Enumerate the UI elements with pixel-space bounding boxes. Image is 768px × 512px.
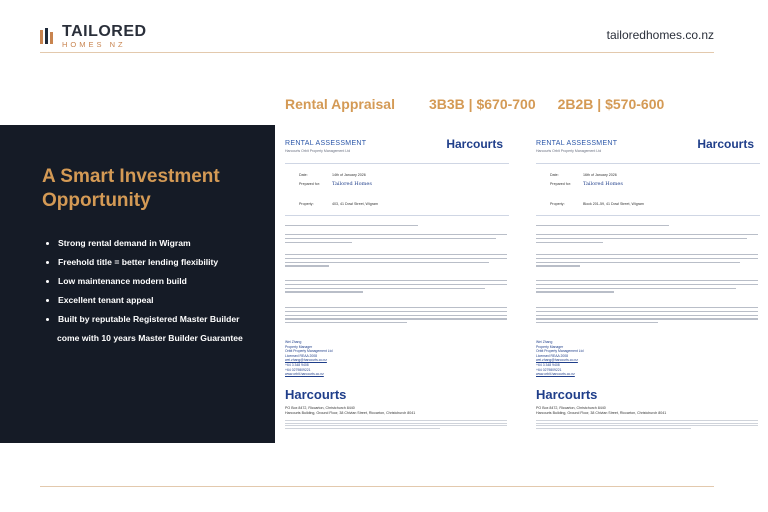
fine-print xyxy=(536,420,758,431)
contact-mobile: +64 0279809221 xyxy=(285,367,311,372)
doc-divider xyxy=(285,163,509,164)
bottom-divider xyxy=(40,486,714,487)
rental-appraisal-title: Rental Appraisal xyxy=(285,96,395,112)
appraisal-option-3b3b: 3B3B | $670-700 xyxy=(428,96,536,112)
date-value: 14th of January 2026 xyxy=(332,173,366,177)
investment-panel xyxy=(0,125,275,443)
body-text-block xyxy=(536,225,758,229)
bullet-icon xyxy=(46,261,49,264)
contact-website[interactable]: www.orbit.harcourts.co.nz xyxy=(285,372,324,377)
feature-item: Built by reputable Registered Master Builder xyxy=(46,314,243,333)
feature-item: Excellent tenant appeal xyxy=(46,295,243,314)
body-text-block xyxy=(285,254,507,269)
rental-appraisal-row xyxy=(285,96,664,112)
harcourts-footer-logo: Harcourts xyxy=(536,387,598,402)
body-text-block xyxy=(536,254,758,269)
bullet-icon xyxy=(46,299,49,302)
feature-item-continuation: come with 10 years Master Builder Guarantee xyxy=(57,333,243,343)
body-text-block xyxy=(285,280,507,295)
body-text-block xyxy=(536,234,758,245)
contact-block xyxy=(285,340,333,377)
body-text-block xyxy=(536,307,758,326)
contact-company: Orbit Property Management Ltd xyxy=(536,349,584,354)
logo-main-text: TAILORED xyxy=(62,23,147,40)
date-label: Date: xyxy=(550,173,559,177)
prepared-value: Tailored Homes xyxy=(583,181,623,187)
contact-license: Licensed REAA 2008 xyxy=(285,353,318,358)
bullet-icon xyxy=(46,318,49,321)
body-text-block xyxy=(285,234,507,245)
office-address xyxy=(536,406,666,415)
doc-subtitle: Harcourts Orbit Property Management Ltd xyxy=(285,149,351,153)
contact-role: Property Manager xyxy=(285,344,313,349)
bullet-icon xyxy=(46,280,49,283)
contact-phone: +64 3 348 9408 xyxy=(536,362,560,367)
logo-mark-icon xyxy=(40,28,56,44)
top-divider xyxy=(40,52,714,53)
contact-name: Wei Zhang xyxy=(536,340,553,344)
doc-subtitle: Harcourts Orbit Property Management Ltd xyxy=(536,149,602,153)
harcourts-footer-logo: Harcourts xyxy=(285,387,347,402)
prepared-value: Tailored Homes xyxy=(332,181,372,187)
date-value: 16th of January 2026 xyxy=(583,173,617,177)
property-value: 403, 41 Dowl Street, Wigram xyxy=(332,202,378,206)
contact-license: Licensed REAA 2008 xyxy=(536,353,569,358)
doc-title: RENTAL ASSESSMENT xyxy=(285,140,367,147)
feature-item: Strong rental demand in Wigram xyxy=(46,238,243,257)
harcourts-logo: Harcourts xyxy=(446,137,503,151)
contact-mobile: +64 0279809221 xyxy=(536,367,562,372)
contact-phone: +64 3 348 9408 xyxy=(285,362,309,367)
rental-assessment-doc-1 xyxy=(277,125,517,443)
property-label: Property: xyxy=(299,202,314,206)
doc-divider xyxy=(536,215,760,216)
body-text-block xyxy=(285,307,507,326)
bullet-icon xyxy=(46,242,49,245)
office-line: Harcourts Building, Ground Floor, 38 Chivian Street, Riccarton, Christchurch 8041 xyxy=(536,410,667,415)
doc-title: RENTAL ASSESSMENT xyxy=(536,140,618,147)
appraisal-option-2b2b: 2B2B | $570-600 xyxy=(557,96,665,112)
office-line: PO Box 8472, Riccarton, Christchurch 8440 xyxy=(285,406,355,410)
property-value: Block 201-59, 41 Dowl Street, Wigram xyxy=(583,202,644,206)
panel-heading: A Smart Investment Opportunity xyxy=(42,166,220,211)
feature-item: Freehold title = better lending flexibility xyxy=(46,257,243,276)
contact-block xyxy=(536,340,584,377)
body-text-block xyxy=(285,225,507,229)
body-text-block xyxy=(536,280,758,295)
fine-print xyxy=(285,420,507,431)
date-label: Date: xyxy=(299,173,308,177)
site-url: tailoredhomes.co.nz xyxy=(606,28,714,42)
prepared-label: Prepared for: xyxy=(299,182,320,186)
office-line: Harcourts Building, Ground Floor, 38 Chivian Street, Riccarton, Christchurch 8041 xyxy=(285,410,416,415)
doc-divider xyxy=(285,215,509,216)
contact-email[interactable]: wei.zhang@harcourts.co.nz xyxy=(285,358,327,363)
feature-list xyxy=(46,238,243,352)
office-line: PO Box 8472, Riccarton, Christchurch 8440 xyxy=(536,406,606,410)
tailored-homes-logo xyxy=(40,24,147,49)
property-label: Property: xyxy=(550,202,565,206)
logo-sub-text: HOMES NZ xyxy=(62,40,126,49)
rental-assessment-doc-2 xyxy=(528,125,768,443)
contact-website[interactable]: www.orbit.harcourts.co.nz xyxy=(536,372,575,377)
doc-divider xyxy=(536,163,760,164)
contact-email[interactable]: wei.zhang@harcourts.co.nz xyxy=(536,358,578,363)
contact-role: Property Manager xyxy=(536,344,564,349)
feature-item: Low maintenance modern build xyxy=(46,276,243,295)
contact-company: Orbit Property Management Ltd xyxy=(285,349,333,354)
office-address xyxy=(285,406,415,415)
harcourts-logo: Harcourts xyxy=(697,137,754,151)
contact-name: Wei Zhang xyxy=(285,340,302,344)
prepared-label: Prepared for: xyxy=(550,182,571,186)
